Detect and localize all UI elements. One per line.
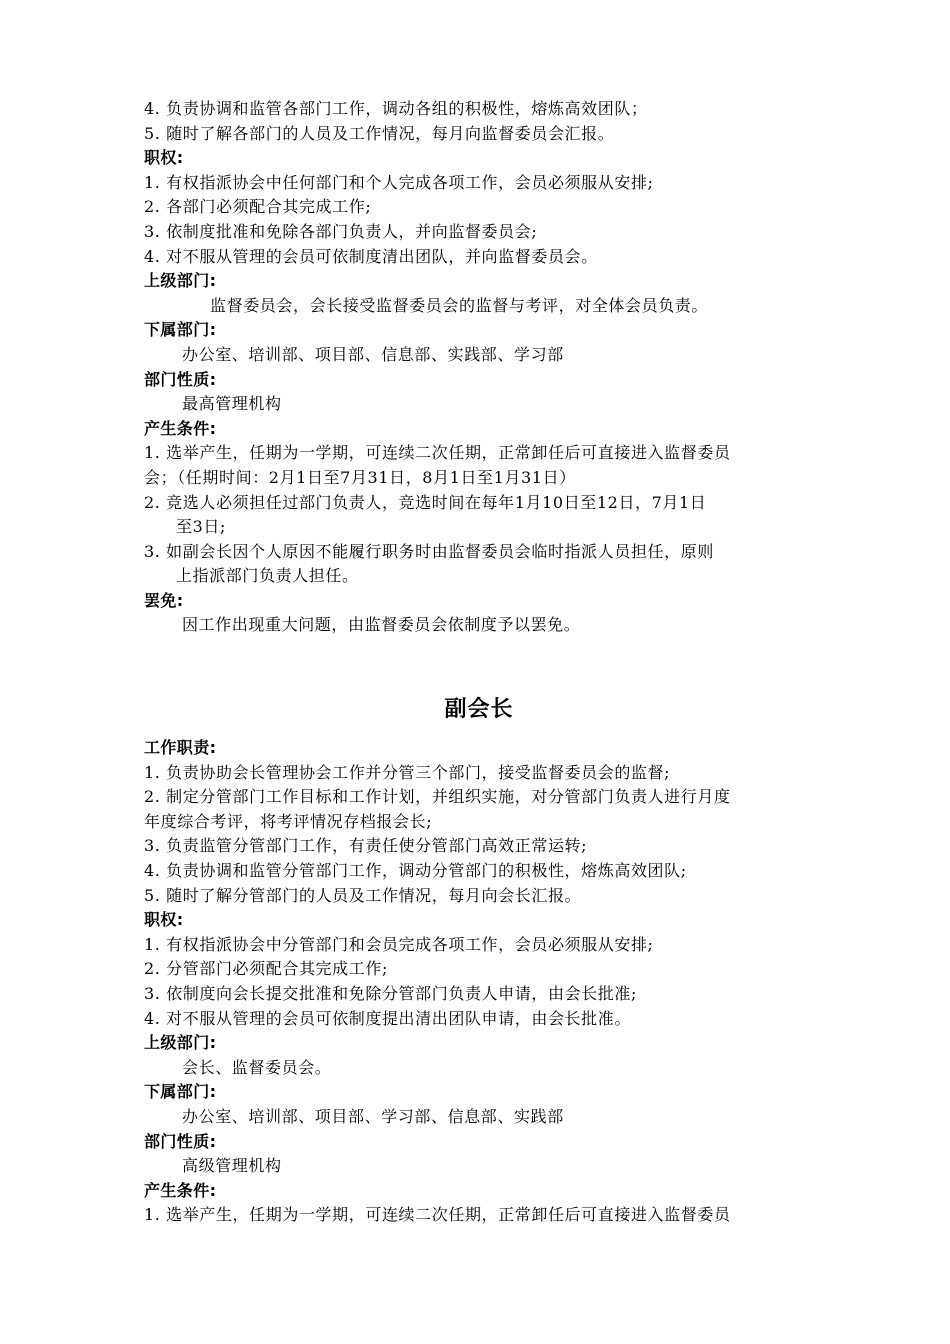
power-item-3: 3. 依制度批准和免除各部门负责人，并向监督委员会; [144,221,538,241]
duty-line: 2. 制定分管部门工作目标和工作计划，并组织实施，对分管部门负责人进行月度 [144,787,731,807]
nature-heading: 部门性质: [144,369,217,389]
duty-line: 年度综合考评，将考评情况存档报会长; [144,811,433,831]
condition-line: 上指派部门负责人担任。 [176,566,359,586]
conditions-heading: 产生条件: [144,418,217,438]
condition-line: 会；（任期时间：2月1日至7月31日，8月1日至1月31日） [144,467,576,487]
superior-heading: 上级部门: [144,1033,217,1053]
powers-heading: 职权: [144,148,184,168]
nature-heading: 部门性质: [144,1131,217,1151]
condition-line: 3. 如副会长因个人原因不能履行职务时由监督委员会临时指派人员担任，原则 [144,541,714,561]
condition-line: 1. 选举产生，任期为一学期，可连续二次任期，正常卸任后可直接进入监督委员 [144,443,731,463]
power-item-2: 2. 各部门必须配合其完成工作; [144,197,372,217]
duty-line: 4. 负责协调和监管分管部门工作，调动分管部门的积极性，熔炼高效团队; [144,861,687,881]
duty-line: 5. 随时了解分管部门的人员及工作情况，每月向会长汇报。 [144,885,582,905]
section-title: 副会长 [444,697,514,723]
nature-text: 最高管理机构 [182,394,282,414]
conditions-heading: 产生条件: [144,1180,217,1200]
power-line: 1. 有权指派协会中分管部门和会员完成各项工作，会员必须服从安排; [144,934,654,954]
power-item-4: 4. 对不服从管理的会员可依制度清出团队，并向监督委员会。 [144,246,598,266]
superior-text: 监督委员会，会长接受监督委员会的监督与考评，对全体会员负责。 [210,295,709,315]
duty-line: 3. 负责监管分管部门工作，有责任使分管部门高效正常运转; [144,836,588,856]
duties-heading: 工作职责: [144,738,217,758]
condition-line: 至3日; [176,517,226,537]
power-line: 4. 对不服从管理的会员可依制度提出清出团队申请，由会长批准。 [144,1008,631,1028]
condition-line: 2. 竞选人必须担任过部门负责人，竞选时间在每年1月10日至12日，7月1日 [144,492,707,512]
superior-text: 会长、监督委员会。 [182,1057,332,1077]
power-line: 3. 依制度向会长提交批准和免除分管部门负责人申请，由会长批准; [144,984,637,1003]
subordinate-heading: 下属部门: [144,320,217,340]
duty-item-5: 5. 随时了解各部门的人员及工作情况，每月向监督委员会汇报。 [144,123,615,143]
condition-line: 1. 选举产生，任期为一学期，可连续二次任期，正常卸任后可直接进入监督委员 [144,1205,731,1225]
subordinate-text: 办公室、培训部、项目部、学习部、信息部、实践部 [182,1106,564,1126]
dismissal-heading: 罢免: [144,590,184,610]
dismissal-text: 因工作出现重大问题，由监督委员会依制度予以罢免。 [182,615,581,635]
duty-item-4: 4. 负责协调和监管各部门工作，调动各组的积极性，熔炼高效团队； [144,99,648,118]
subordinate-text: 办公室、培训部、项目部、信息部、实践部、学习部 [182,344,564,364]
power-line: 2. 分管部门必须配合其完成工作; [144,959,388,979]
section-gap [144,638,814,684]
superior-heading: 上级部门: [144,271,217,291]
nature-text: 高级管理机构 [182,1156,282,1176]
document-page [144,97,814,1228]
powers-heading: 职权: [144,910,184,930]
duty-line: 1. 负责协助会长管理协会工作并分管三个部门，接受监督委员会的监督; [144,762,671,782]
subordinate-heading: 下属部门: [144,1082,217,1102]
power-item-1: 1. 有权指派协会中任何部门和个人完成各项工作，会员必须服从安排; [144,172,654,192]
